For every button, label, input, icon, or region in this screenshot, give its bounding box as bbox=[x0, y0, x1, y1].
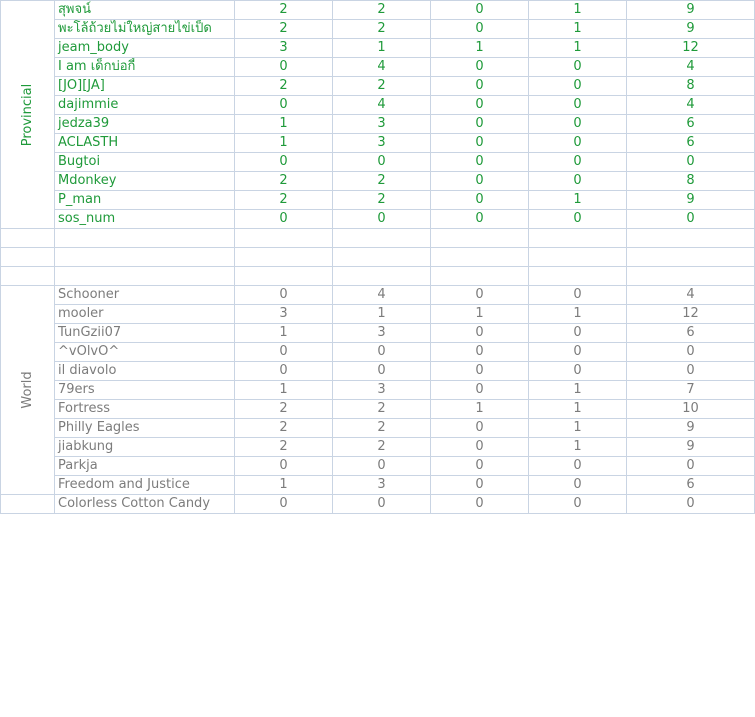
table-row bbox=[1, 324, 755, 343]
table-row bbox=[1, 419, 755, 438]
empty-cell bbox=[627, 229, 755, 248]
team-name-cell: Freedom and Justice bbox=[55, 476, 235, 495]
empty-cell bbox=[333, 248, 431, 267]
table-row bbox=[1, 286, 755, 305]
empty-row bbox=[1, 229, 755, 248]
team-name-cell: mooler bbox=[55, 305, 235, 324]
stat-cell-c1: 0 bbox=[235, 286, 333, 305]
stat-cell-c5: 0 bbox=[627, 457, 755, 476]
stat-cell-c2: 3 bbox=[333, 134, 431, 153]
empty-cell bbox=[1, 248, 55, 267]
stat-cell-c3: 0 bbox=[431, 419, 529, 438]
empty-cell bbox=[627, 248, 755, 267]
empty-cell bbox=[529, 267, 627, 286]
team-name-cell: sos_num bbox=[55, 210, 235, 229]
stat-cell-c5: 8 bbox=[627, 77, 755, 96]
empty-cell bbox=[431, 248, 529, 267]
stat-cell-c1: 2 bbox=[235, 1, 333, 20]
stat-cell-c2: 4 bbox=[333, 96, 431, 115]
empty-cell bbox=[55, 229, 235, 248]
stat-cell-c4: 0 bbox=[529, 134, 627, 153]
empty-cell bbox=[431, 267, 529, 286]
stat-cell-c4: 1 bbox=[529, 419, 627, 438]
team-name-cell: Bugtoi bbox=[55, 153, 235, 172]
empty-cell bbox=[529, 229, 627, 248]
stat-cell-c1: 1 bbox=[235, 115, 333, 134]
stat-cell-c4: 0 bbox=[529, 457, 627, 476]
stat-cell-c1: 0 bbox=[235, 457, 333, 476]
stat-cell-c3: 0 bbox=[431, 286, 529, 305]
team-name-cell: [JO][JA] bbox=[55, 77, 235, 96]
stat-cell-c4: 0 bbox=[529, 324, 627, 343]
stat-cell-c3: 0 bbox=[431, 495, 529, 514]
stat-cell-c2: 2 bbox=[333, 172, 431, 191]
stat-cell-c1: 0 bbox=[235, 96, 333, 115]
stat-cell-c4: 1 bbox=[529, 400, 627, 419]
table-row bbox=[1, 381, 755, 400]
team-name-cell: Fortress bbox=[55, 400, 235, 419]
stat-cell-c4: 1 bbox=[529, 39, 627, 58]
stat-cell-c2: 2 bbox=[333, 419, 431, 438]
stat-cell-c4: 0 bbox=[529, 343, 627, 362]
stat-cell-c5: 4 bbox=[627, 286, 755, 305]
stat-cell-c1: 2 bbox=[235, 191, 333, 210]
stat-cell-c1: 3 bbox=[235, 39, 333, 58]
stat-cell-c5: 4 bbox=[627, 58, 755, 77]
empty-cell bbox=[1, 229, 55, 248]
stat-cell-c1: 0 bbox=[235, 362, 333, 381]
table-row bbox=[1, 39, 755, 58]
stat-cell-c5: 6 bbox=[627, 134, 755, 153]
table-row bbox=[1, 362, 755, 381]
stat-cell-c3: 0 bbox=[431, 1, 529, 20]
stat-cell-c4: 0 bbox=[529, 153, 627, 172]
team-name-cell: P_man bbox=[55, 191, 235, 210]
stat-cell-c3: 0 bbox=[431, 457, 529, 476]
team-name-cell: Colorless Cotton Candy bbox=[55, 495, 235, 514]
team-name-cell: พะโล้ถ้วยไม่ใหญ่สายไข่เป็ด bbox=[55, 20, 235, 39]
stat-cell-c3: 0 bbox=[431, 58, 529, 77]
stat-cell-c3: 0 bbox=[431, 438, 529, 457]
stat-cell-c2: 2 bbox=[333, 1, 431, 20]
stat-cell-c4: 1 bbox=[529, 191, 627, 210]
team-name-cell: dajimmie bbox=[55, 96, 235, 115]
stat-cell-c1: 3 bbox=[235, 305, 333, 324]
table-row bbox=[1, 134, 755, 153]
stat-cell-c2: 3 bbox=[333, 476, 431, 495]
stat-cell-c5: 6 bbox=[627, 476, 755, 495]
stat-cell-c5: 4 bbox=[627, 96, 755, 115]
empty-cell bbox=[235, 248, 333, 267]
table-row bbox=[1, 476, 755, 495]
stat-cell-c2: 2 bbox=[333, 77, 431, 96]
table-row bbox=[1, 191, 755, 210]
stat-cell-c2: 0 bbox=[333, 362, 431, 381]
team-name-cell: jedza39 bbox=[55, 115, 235, 134]
stat-cell-c2: 2 bbox=[333, 20, 431, 39]
empty-cell bbox=[431, 229, 529, 248]
stat-cell-c3: 0 bbox=[431, 343, 529, 362]
stat-cell-c3: 0 bbox=[431, 77, 529, 96]
stat-cell-c4: 0 bbox=[529, 58, 627, 77]
stat-cell-c1: 2 bbox=[235, 438, 333, 457]
empty-cell bbox=[55, 267, 235, 286]
empty-cell bbox=[627, 267, 755, 286]
stat-cell-c5: 0 bbox=[627, 343, 755, 362]
stat-cell-c1: 0 bbox=[235, 153, 333, 172]
stat-cell-c1: 2 bbox=[235, 20, 333, 39]
table-row bbox=[1, 438, 755, 457]
stat-cell-c1: 1 bbox=[235, 476, 333, 495]
stat-cell-c3: 0 bbox=[431, 134, 529, 153]
empty-cell bbox=[529, 248, 627, 267]
stat-cell-c1: 1 bbox=[235, 324, 333, 343]
stat-cell-c5: 6 bbox=[627, 115, 755, 134]
team-name-cell: สุพจน์ bbox=[55, 1, 235, 20]
standings-body bbox=[1, 1, 755, 514]
stat-cell-c1: 2 bbox=[235, 172, 333, 191]
stat-cell-c2: 3 bbox=[333, 324, 431, 343]
stat-cell-c2: 2 bbox=[333, 400, 431, 419]
empty-cell bbox=[235, 229, 333, 248]
provincial-group-label bbox=[1, 1, 55, 229]
stat-cell-c3: 0 bbox=[431, 210, 529, 229]
stat-cell-c5: 0 bbox=[627, 362, 755, 381]
stat-cell-c2: 2 bbox=[333, 438, 431, 457]
stat-cell-c5: 0 bbox=[627, 495, 755, 514]
stat-cell-c2: 0 bbox=[333, 495, 431, 514]
stat-cell-c5: 9 bbox=[627, 20, 755, 39]
stat-cell-c1: 0 bbox=[235, 495, 333, 514]
team-name-cell: jeam_body bbox=[55, 39, 235, 58]
stat-cell-c5: 0 bbox=[627, 153, 755, 172]
stat-cell-c5: 10 bbox=[627, 400, 755, 419]
empty-cell bbox=[55, 248, 235, 267]
table-row bbox=[1, 115, 755, 134]
table-row bbox=[1, 457, 755, 476]
stat-cell-c5: 9 bbox=[627, 191, 755, 210]
stat-cell-c2: 0 bbox=[333, 153, 431, 172]
stat-cell-c3: 1 bbox=[431, 400, 529, 419]
stat-cell-c4: 0 bbox=[529, 286, 627, 305]
stat-cell-c4: 0 bbox=[529, 77, 627, 96]
stat-cell-c3: 0 bbox=[431, 153, 529, 172]
stat-cell-c4: 0 bbox=[529, 172, 627, 191]
team-name-cell: Mdonkey bbox=[55, 172, 235, 191]
table-row bbox=[1, 1, 755, 20]
stat-cell-c3: 0 bbox=[431, 96, 529, 115]
table-row bbox=[1, 305, 755, 324]
stat-cell-c4: 1 bbox=[529, 1, 627, 20]
stat-cell-c4: 1 bbox=[529, 20, 627, 39]
world-label-text: World bbox=[19, 371, 35, 409]
stat-cell-c2: 1 bbox=[333, 305, 431, 324]
stat-cell-c3: 0 bbox=[431, 191, 529, 210]
empty-cell bbox=[1, 267, 55, 286]
stat-cell-c2: 1 bbox=[333, 39, 431, 58]
empty-cell bbox=[235, 267, 333, 286]
stat-cell-c2: 0 bbox=[333, 343, 431, 362]
team-name-cell: Parkja bbox=[55, 457, 235, 476]
stat-cell-c5: 9 bbox=[627, 419, 755, 438]
table-row bbox=[1, 400, 755, 419]
stat-cell-c3: 0 bbox=[431, 476, 529, 495]
stat-cell-c5: 9 bbox=[627, 1, 755, 20]
stat-cell-c3: 0 bbox=[431, 381, 529, 400]
stat-cell-c4: 0 bbox=[529, 96, 627, 115]
stat-cell-c4: 1 bbox=[529, 438, 627, 457]
team-name-cell: Schooner bbox=[55, 286, 235, 305]
empty-row bbox=[1, 267, 755, 286]
stat-cell-c3: 1 bbox=[431, 305, 529, 324]
stat-cell-c4: 0 bbox=[529, 115, 627, 134]
stat-cell-c1: 0 bbox=[235, 58, 333, 77]
team-name-cell: Philly Eagles bbox=[55, 419, 235, 438]
stat-cell-c5: 8 bbox=[627, 172, 755, 191]
stat-cell-c1: 2 bbox=[235, 400, 333, 419]
stat-cell-c3: 0 bbox=[431, 115, 529, 134]
provincial-label-text: Provincial bbox=[19, 83, 35, 146]
stat-cell-c3: 0 bbox=[431, 172, 529, 191]
stat-cell-c1: 1 bbox=[235, 134, 333, 153]
table-row bbox=[1, 58, 755, 77]
stat-cell-c2: 4 bbox=[333, 58, 431, 77]
stat-cell-c1: 1 bbox=[235, 381, 333, 400]
team-name-cell: 79ers bbox=[55, 381, 235, 400]
team-name-cell: il diavolo bbox=[55, 362, 235, 381]
stat-cell-c4: 0 bbox=[529, 476, 627, 495]
table-row bbox=[1, 343, 755, 362]
stat-cell-c1: 0 bbox=[235, 343, 333, 362]
table-row bbox=[1, 210, 755, 229]
table-row bbox=[1, 172, 755, 191]
stat-cell-c5: 6 bbox=[627, 324, 755, 343]
table-row bbox=[1, 20, 755, 39]
table-row bbox=[1, 77, 755, 96]
empty-cell bbox=[333, 267, 431, 286]
empty-row bbox=[1, 248, 755, 267]
stat-cell-c2: 3 bbox=[333, 115, 431, 134]
stat-cell-c3: 0 bbox=[431, 20, 529, 39]
stat-cell-c5: 12 bbox=[627, 305, 755, 324]
team-name-cell: I am เด็กบ่อกี้ bbox=[55, 58, 235, 77]
empty-group-cell bbox=[1, 495, 55, 514]
team-name-cell: TunGzii07 bbox=[55, 324, 235, 343]
stat-cell-c2: 3 bbox=[333, 381, 431, 400]
stat-cell-c5: 0 bbox=[627, 210, 755, 229]
table-row bbox=[1, 495, 755, 514]
stat-cell-c4: 0 bbox=[529, 210, 627, 229]
stat-cell-c2: 2 bbox=[333, 191, 431, 210]
stat-cell-c1: 2 bbox=[235, 419, 333, 438]
stat-cell-c2: 0 bbox=[333, 210, 431, 229]
stat-cell-c4: 1 bbox=[529, 305, 627, 324]
stat-cell-c4: 1 bbox=[529, 381, 627, 400]
team-name-cell: ACLASTH bbox=[55, 134, 235, 153]
stat-cell-c5: 12 bbox=[627, 39, 755, 58]
stat-cell-c3: 1 bbox=[431, 39, 529, 58]
stat-cell-c2: 4 bbox=[333, 286, 431, 305]
stat-cell-c1: 0 bbox=[235, 210, 333, 229]
table-row bbox=[1, 96, 755, 115]
world-group-label bbox=[1, 286, 55, 495]
stat-cell-c4: 0 bbox=[529, 495, 627, 514]
team-name-cell: ^vOlvO^ bbox=[55, 343, 235, 362]
stat-cell-c3: 0 bbox=[431, 324, 529, 343]
team-name-cell: jiabkung bbox=[55, 438, 235, 457]
stat-cell-c4: 0 bbox=[529, 362, 627, 381]
stat-cell-c5: 9 bbox=[627, 438, 755, 457]
empty-cell bbox=[333, 229, 431, 248]
table-row bbox=[1, 153, 755, 172]
stat-cell-c5: 7 bbox=[627, 381, 755, 400]
stat-cell-c1: 2 bbox=[235, 77, 333, 96]
stat-cell-c3: 0 bbox=[431, 362, 529, 381]
stat-cell-c2: 0 bbox=[333, 457, 431, 476]
